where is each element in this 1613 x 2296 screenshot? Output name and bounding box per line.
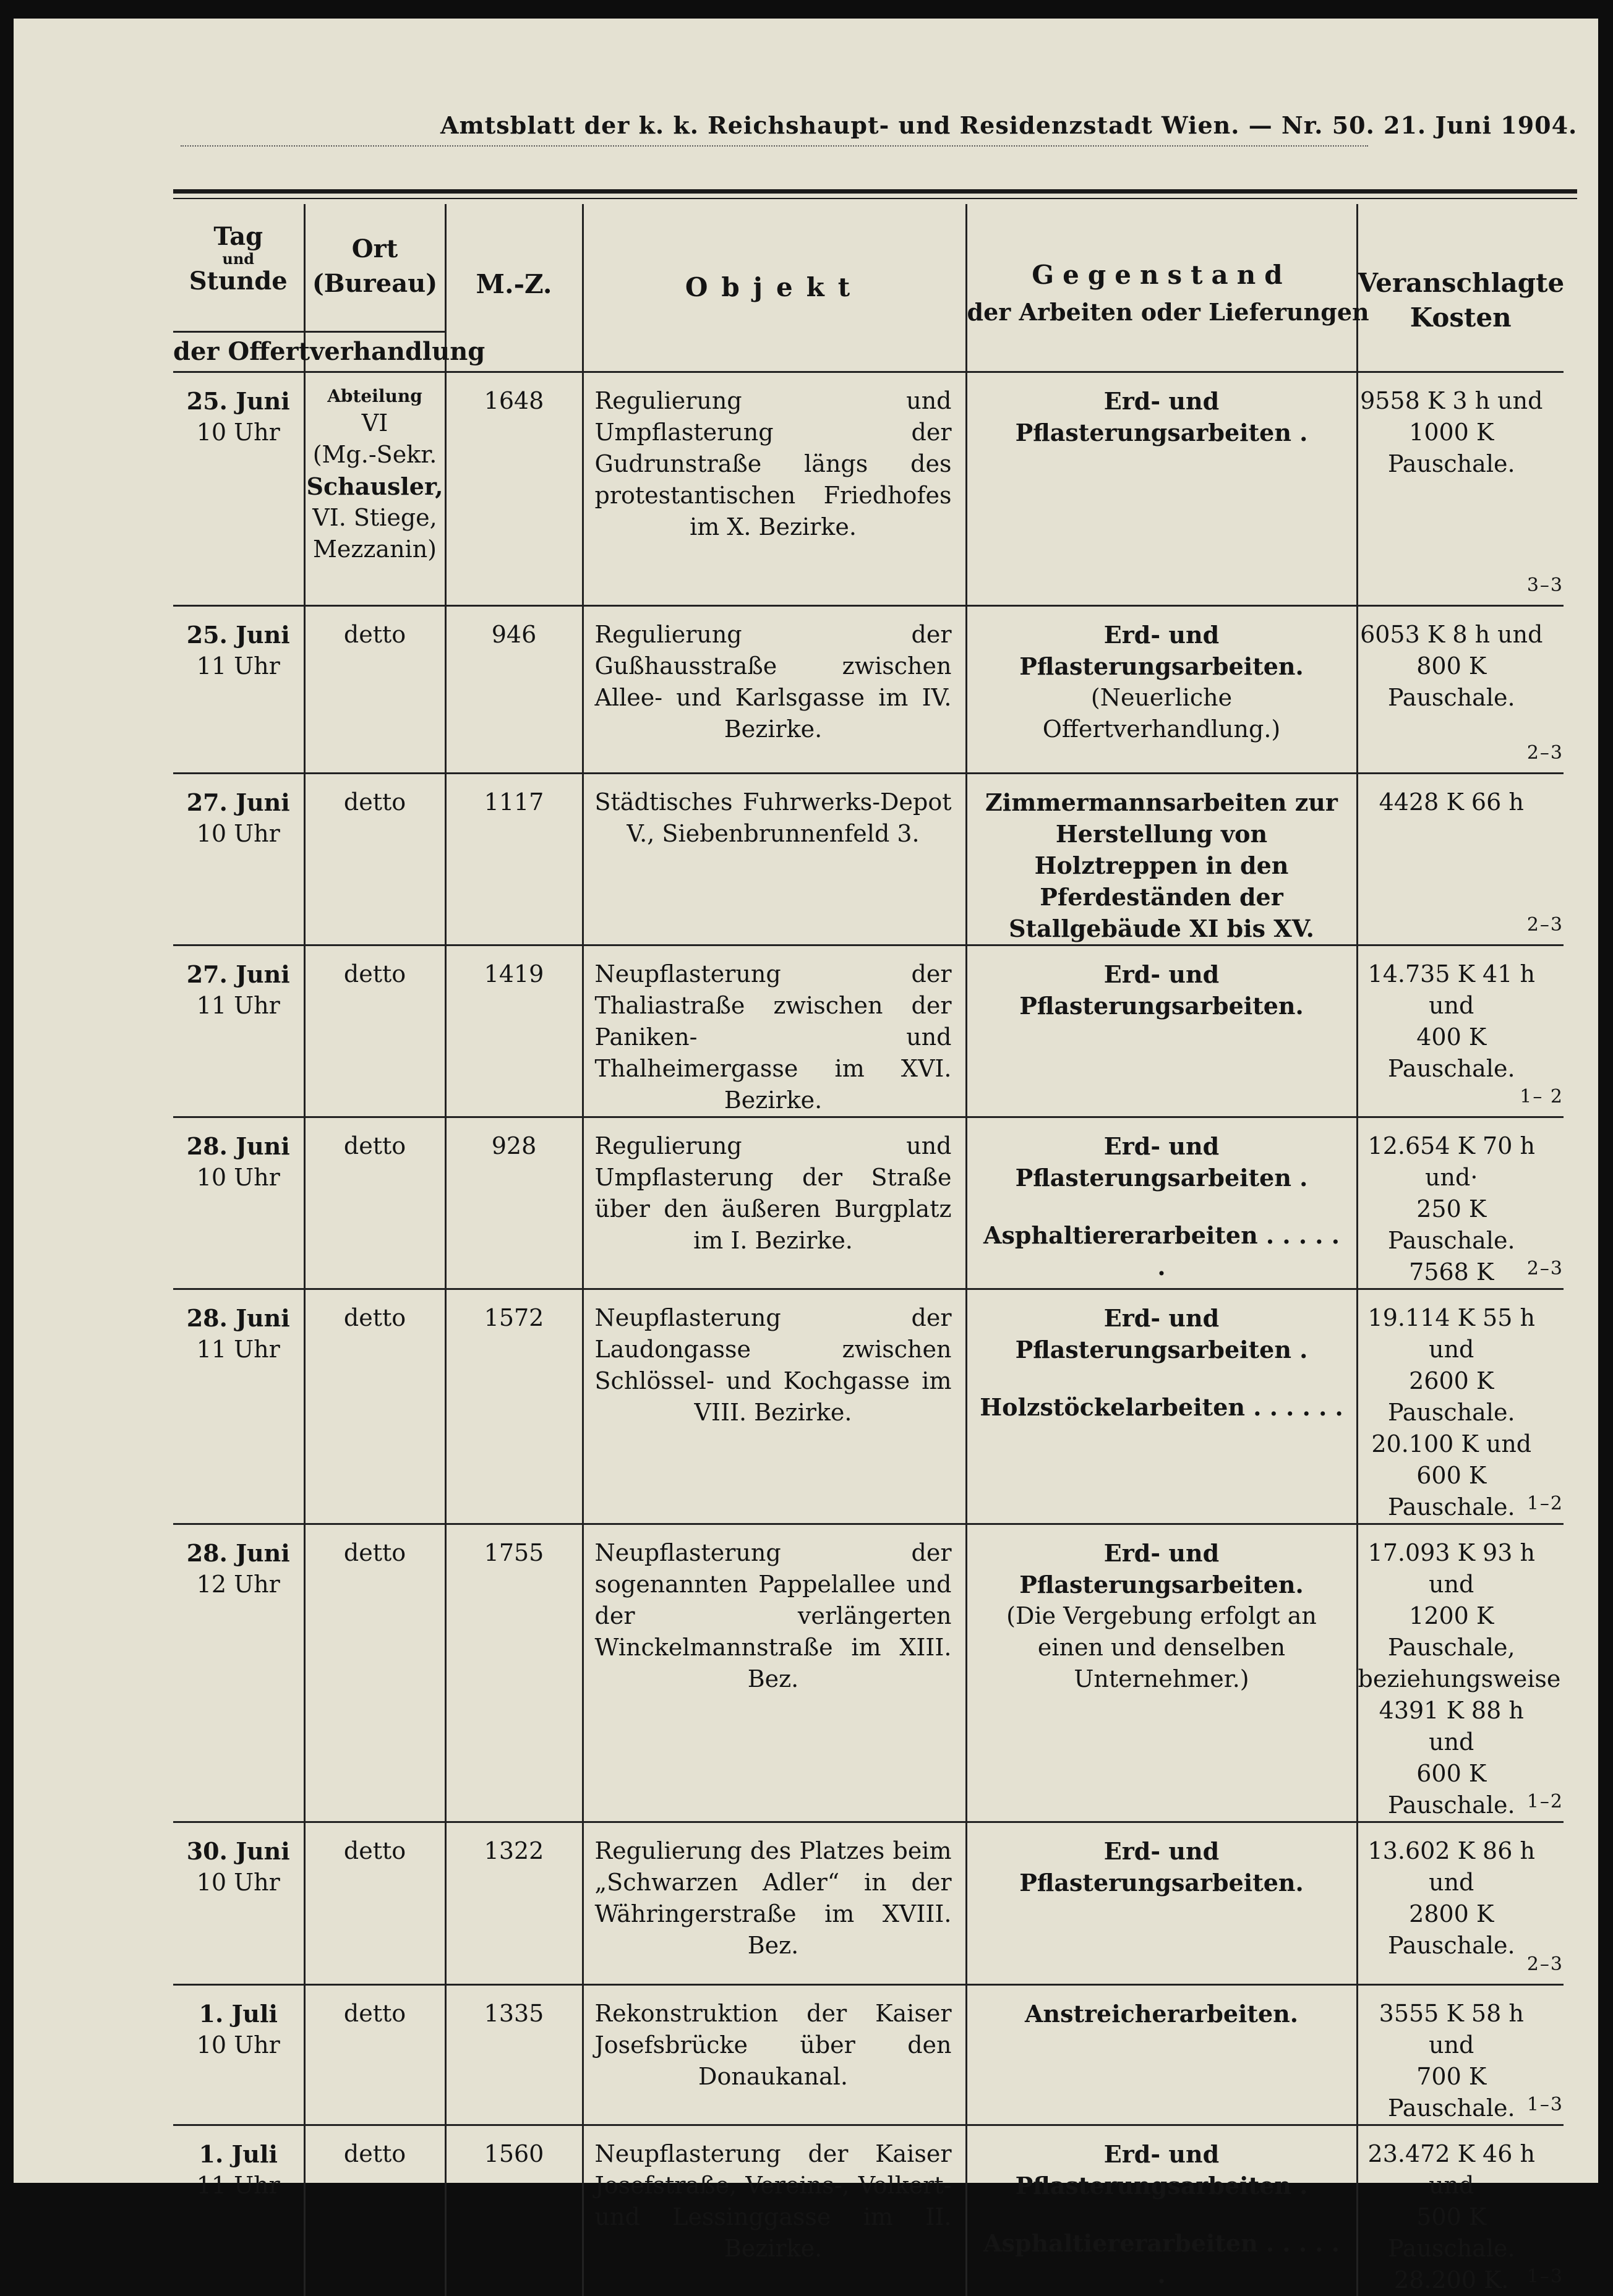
cell-mz [445,606,583,774]
row-ort-line: Mezzanin) [306,534,445,565]
header-tag-top: Tag [213,222,263,251]
row-ort-line: VI. Stiege, [306,502,445,534]
cell-gegenstand [966,606,1357,774]
cell-kosten [1357,1524,1564,1822]
row-lot-number: 1– 2 [1520,1086,1564,1107]
cell-ort [304,606,445,774]
row-kosten-line: 20.100 K und [1358,1428,1546,1460]
table-row [173,2125,1564,2296]
row-lot-number: 2–3 [1527,1953,1564,1975]
cell-gegenstand [966,1985,1357,2125]
row-gegenstand: Erd- und Pflasterungsarbeiten . [976,1130,1348,1193]
table-row [173,1289,1564,1524]
row-gegenstand: Erd- und Pflasterungsarbeiten . [976,2138,1348,2201]
row-time: 10 Uhr [173,1162,304,1193]
row-kosten-line: 2600 K Pauschale. [1358,1365,1546,1428]
row-ort-line: detto [306,787,445,818]
row-mz: 1755 [447,1537,582,1569]
cell-gegenstand [966,774,1357,945]
cell-date [173,774,304,945]
cell-mz [445,1985,583,2125]
row-kosten-line: 600 K Pauschale. [1358,1460,1546,1523]
row-gegenstand: (Neuerliche Offertverhandlung.) [976,682,1348,745]
row-kosten-line: 800 K Pauschale. [1358,651,1546,714]
table-row [173,1117,1564,1289]
header-mz-label: M.-Z. [447,269,582,299]
row-gegenstand-second: Asphaltiererarbeiten . . . . . . [976,1219,1348,1282]
row-gegenstand-second: Holzstöckelarbeiten . . . . . . [976,1391,1348,1423]
cell-ort [304,1524,445,1822]
cell-ort [304,945,445,1117]
row-lot-number: 2–3 [1527,1258,1564,1279]
row-ort-line: Schausler, [306,471,445,502]
cell-ort [304,2125,445,2296]
row-gegenstand-second: Asphaltiererarbeiten . . . . . . [976,2227,1348,2290]
cell-date [173,1822,304,1985]
cell-date [173,2125,304,2296]
cell-ort [304,372,445,606]
row-date: 28. Juni [173,1537,304,1569]
cell-date [173,1289,304,1524]
cell-objekt [583,1985,966,2125]
row-kosten-line: 2800 K Pauschale. [1358,1898,1546,1961]
row-mz: 1560 [447,2138,582,2170]
row-lot-number: 2–3 [1527,914,1564,936]
table-row [173,1822,1564,1985]
row-date: 1. Juli [173,2138,304,2170]
cell-kosten [1357,1117,1564,1289]
row-kosten-line: 3555 K 58 h und [1358,1998,1546,2061]
row-gegenstand: Erd- und Pflasterungsarbeiten. [976,958,1348,1022]
row-ort-line: Abteilung [306,385,445,408]
cell-gegenstand [966,1822,1357,1985]
table-header [173,204,1564,372]
row-kosten-line: 7568 K [1358,1257,1546,1288]
row-date: 27. Juni [173,787,304,818]
row-objekt: Regulierung und Umpflasterung der Straße über den äußeren Burgplatz im I. Bezirke. [595,1130,952,1257]
row-date: 28. Juni [173,1302,304,1334]
header-objekt [583,204,966,372]
cell-kosten [1357,1822,1564,1985]
cell-gegenstand [966,1289,1357,1524]
row-mz: 1648 [447,385,582,417]
row-mz: 1117 [447,787,582,818]
offer-table [173,204,1564,2296]
cell-objekt [583,606,966,774]
row-kosten-line: beziehungsweise [1358,1663,1546,1695]
row-objekt: Regulierung und Umpflasterung der Gudrunstraße längs des protestantischen Friedhofes im X. Bezirke. [595,385,952,543]
row-kosten-line: 700 K Pauschale. [1358,2061,1546,2124]
row-kosten-line: 4391 K 88 h und [1358,1695,1546,1758]
row-mz: 1322 [447,1835,582,1867]
cell-mz [445,1822,583,1985]
row-time: 10 Uhr [173,2029,304,2061]
cell-kosten [1357,2125,1564,2296]
row-objekt: Neupflasterung der sogenannten Pappelallee und der verlängerten Winckelmannstraße im XIII. Bez. [595,1537,952,1695]
cell-kosten [1357,1985,1564,2125]
row-gegenstand: Erd- und Pflasterungsarbeiten . [976,1302,1348,1365]
cell-kosten [1357,1289,1564,1524]
cell-date [173,1985,304,2125]
cell-kosten [1357,774,1564,945]
header-gegenstand-label: Gegenstand [967,260,1356,290]
table-top-rule-thin [173,198,1577,199]
header-tag-und: und [173,251,304,267]
row-gegenstand: Erd- und Pflasterungsarbeiten . [976,385,1348,448]
table-top-rule [173,189,1577,194]
cell-date [173,1117,304,1289]
cell-kosten [1357,945,1564,1117]
row-ort-line: (Mg.-Sekr. [306,439,445,471]
row-objekt: Neupflasterung der Kaiser Josefstraße, Vereins-, Volkert- und Lessinggasse im II. Bezirke. [595,2138,952,2264]
cell-objekt [583,774,966,945]
row-lot-number: 1–2 [1527,1791,1564,1812]
cell-gegenstand [966,945,1357,1117]
table-row [173,1985,1564,2125]
row-objekt: Rekonstruktion der Kaiser Josefsbrücke über den Donaukanal. [595,1998,952,2093]
cell-mz [445,945,583,1117]
row-time: 11 Uhr [173,1334,304,1365]
scan-border [0,0,14,2200]
row-objekt: Neupflasterung der Thaliastraße zwischen der Paniken- und Thalheimergasse im XVI. Bezirke. [595,958,952,1116]
row-ort-line: detto [306,1302,445,1334]
row-ort-line: detto [306,2138,445,2170]
cell-objekt [583,1117,966,1289]
running-head: Amtsblatt der k. k. Reichshaupt- und Residenzstadt Wien. — Nr. 50. 21. Juni 1904. [440,111,1430,139]
cell-gegenstand [966,372,1357,606]
row-kosten-line: 14.735 K 41 h und [1358,958,1546,1022]
cell-date [173,945,304,1117]
row-lot-number: 3–3 [1527,574,1564,596]
header-kosten [1357,204,1564,372]
header-kosten-line1: Veranschlagte [1358,266,1564,301]
row-objekt: Regulierung der Gußhausstraße zwischen Allee- und Karlsgasse im IV. Bezirke. [595,619,952,745]
row-lot-number: 1–3 [1527,2266,1564,2287]
row-lot-number: 1–2 [1527,1493,1564,1514]
row-date: 27. Juni [173,958,304,990]
cell-kosten [1357,372,1564,606]
row-mz: 1335 [447,1998,582,2029]
document-page [14,19,1598,2183]
row-kosten-line: 1200 K Pauschale, [1358,1600,1546,1663]
cell-mz [445,1289,583,1524]
cell-ort [304,1822,445,1985]
header-objekt-label: Objekt [584,272,965,302]
row-mz: 1572 [447,1302,582,1334]
row-date: 1. Juli [173,1998,304,2029]
cell-mz [445,2125,583,2296]
row-kosten-line: 12.654 K 70 h und· [1358,1130,1546,1193]
table-row [173,945,1564,1117]
table-row [173,774,1564,945]
row-time: 11 Uhr [173,990,304,1022]
row-gegenstand: (Die Vergebung erfolgt an einen und denselben Unternehmer.) [976,1600,1348,1695]
row-time: 10 Uhr [173,1867,304,1898]
row-objekt: Neupflasterung der Laudongasse zwischen Schlössel- und Kochgasse im VIII. Bezirke. [595,1302,952,1428]
row-date: 30. Juni [173,1835,304,1867]
row-kosten-line: 6053 K 8 h und [1358,619,1546,651]
cell-date [173,606,304,774]
row-ort-line: VI [306,408,445,439]
header-tag-bottom: Stunde [189,267,288,296]
row-mz: 946 [447,619,582,651]
cell-mz [445,1524,583,1822]
row-time: 11 Uhr [173,651,304,682]
row-gegenstand: Erd- und Pflasterungsarbeiten. [976,1537,1348,1600]
row-ort-line: detto [306,1537,445,1569]
row-time: 12 Uhr [173,1569,304,1600]
row-kosten-line: 13.602 K 86 h und [1358,1835,1546,1898]
row-time: 10 Uhr [173,818,304,850]
cell-kosten [1357,606,1564,774]
cell-mz [445,1117,583,1289]
header-offertverhandlung: der Offertverhandlung [173,331,445,371]
row-kosten-line: 600 K Pauschale. [1358,1758,1546,1821]
cell-objekt [583,1524,966,1822]
table-row [173,1524,1564,1822]
header-ort [304,204,445,372]
row-mz: 1419 [447,958,582,990]
cell-date [173,372,304,606]
cell-objekt [583,1289,966,1524]
row-kosten-line: 19.114 K 55 h und [1358,1302,1546,1365]
row-date: 25. Juni [173,619,304,651]
header-kosten-line2: Kosten [1358,301,1564,335]
row-lot-number: 1–3 [1527,2094,1564,2115]
cell-ort [304,1289,445,1524]
row-kosten-line: 1000 K Pauschale. [1358,417,1546,480]
cell-date [173,1524,304,1822]
row-kosten-line: 9558 K 3 h und [1358,385,1546,417]
cell-gegenstand [966,2125,1357,2296]
row-mz: 928 [447,1130,582,1162]
header-gegenstand-sub: der Arbeiten oder Lieferungen [967,298,1356,326]
row-lot-number: 2–3 [1527,742,1564,764]
row-gegenstand: Zimmermannsarbeiten zur Herstellung von Holztreppen in den Pferdeständen der Stallgebäude XI bis XV. [976,787,1348,944]
row-date: 25. Juni [173,385,304,417]
row-gegenstand: Erd- und Pflasterungsarbeiten. [976,1835,1348,1898]
row-ort-line: detto [306,958,445,990]
cell-ort [304,1117,445,1289]
header-ort-line1: Ort [306,232,445,267]
row-ort-line: detto [306,1998,445,2029]
row-gegenstand: Erd- und Pflasterungsarbeiten. [976,619,1348,682]
cell-objekt [583,372,966,606]
row-kosten-line: 28.200 K. [1358,2264,1546,2296]
row-kosten-line: 4428 K 66 h [1358,787,1546,818]
row-gegenstand: Anstreicherarbeiten. [976,1998,1348,2029]
row-kosten-line: 250 K Pauschale. [1358,1193,1546,1257]
header-gegenstand [966,204,1357,372]
row-ort-line: detto [306,1835,445,1867]
row-objekt: Regulierung des Platzes beim „Schwarzen Adler“ in der Währingerstraße im XVIII. Bez. [595,1835,952,1961]
table-row [173,372,1564,606]
row-kosten-line: 500 K Pauschale. [1358,2201,1546,2264]
cell-gegenstand [966,1524,1357,1822]
row-time: 11 Uhr [173,2170,304,2201]
cell-ort [304,1985,445,2125]
cell-objekt [583,945,966,1117]
cell-mz [445,372,583,606]
row-kosten-line: 400 K Pauschale. [1358,1022,1546,1085]
header-tag [173,204,304,372]
header-ort-line2: (Bureau) [306,267,445,301]
cell-gegenstand [966,1117,1357,1289]
cell-ort [304,774,445,945]
row-objekt: Städtisches Fuhrwerks-Depot V., Siebenbrunnenfeld 3. [595,787,952,850]
table-row [173,606,1564,774]
row-ort-line: detto [306,1130,445,1162]
row-kosten-line: 17.093 K 93 h und [1358,1537,1546,1600]
cell-objekt [583,2125,966,2296]
cell-mz [445,774,583,945]
row-date: 28. Juni [173,1130,304,1162]
row-time: 10 Uhr [173,417,304,448]
header-mz [445,204,583,372]
row-kosten-line: 23.472 K 46 h und [1358,2138,1546,2201]
row-ort-line: detto [306,619,445,651]
ornamental-rule [181,145,1368,155]
cell-objekt [583,1822,966,1985]
